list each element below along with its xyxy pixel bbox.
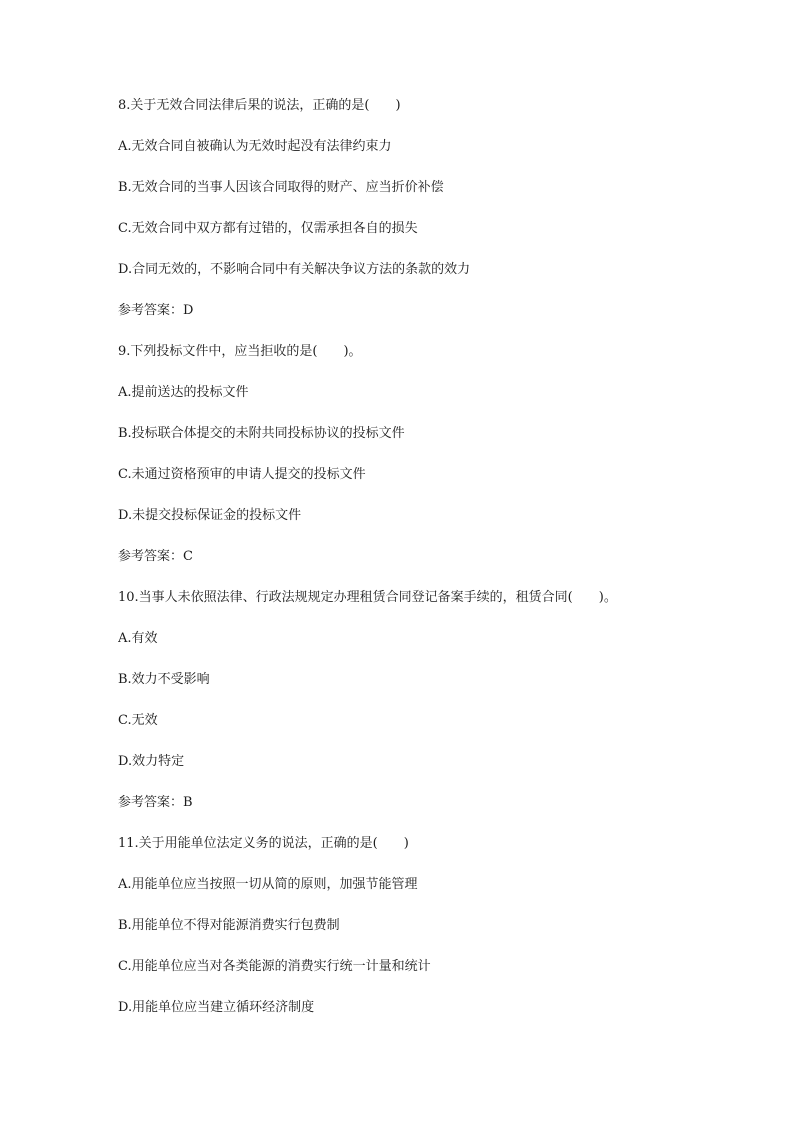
question-11-option-d: D.用能单位应当建立循环经济制度 — [118, 1000, 315, 1015]
question-8-answer: 参考答案：D — [118, 303, 194, 318]
question-9-option-a: A.提前送达的投标文件 — [118, 385, 249, 400]
question-8-option-c: C.无效合同中双方都有过错的，仅需承担各自的损失 — [118, 221, 418, 236]
question-10-answer: 参考答案：B — [118, 795, 193, 810]
question-11-option-b: B.用能单位不得对能源消费实行包费制 — [118, 918, 340, 933]
question-8-stem: 8.关于无效合同法律后果的说法，正确的是( ) — [118, 98, 401, 113]
question-9-answer: 参考答案：C — [118, 549, 193, 564]
question-10-option-d: D.效力特定 — [118, 754, 185, 769]
question-10-option-c: C.无效 — [118, 713, 158, 728]
question-9-option-c: C.未通过资格预审的申请人提交的投标文件 — [118, 467, 366, 482]
question-8-option-d: D.合同无效的，不影响合同中有关解决争议方法的条款的效力 — [118, 262, 471, 277]
question-8-option-b: B.无效合同的当事人因该合同取得的财产、应当折价补偿 — [118, 180, 444, 195]
question-9-stem: 9.下列投标文件中，应当拒收的是( )。 — [118, 344, 362, 359]
question-9-option-b: B.投标联合体提交的未附共同投标协议的投标文件 — [118, 426, 405, 441]
question-11-option-c: C.用能单位应当对各类能源的消费实行统一计量和统计 — [118, 959, 431, 974]
question-10-stem: 10.当事人未依照法律、行政法规规定办理租赁合同登记备案手续的，租赁合同( )。 — [118, 590, 617, 605]
question-8-option-a: A.无效合同自被确认为无效时起没有法律约束力 — [118, 139, 392, 154]
question-10-option-b: B.效力不受影响 — [118, 672, 210, 687]
question-list — [118, 96, 758, 1039]
question-11-stem: 11.关于用能单位法定义务的说法，正确的是( ) — [118, 836, 409, 851]
question-9-option-d: D.未提交投标保证金的投标文件 — [118, 508, 302, 523]
question-11-option-a: A.用能单位应当按照一切从简的原则，加强节能管理 — [118, 877, 418, 892]
question-10-option-a: A.有效 — [118, 631, 158, 646]
